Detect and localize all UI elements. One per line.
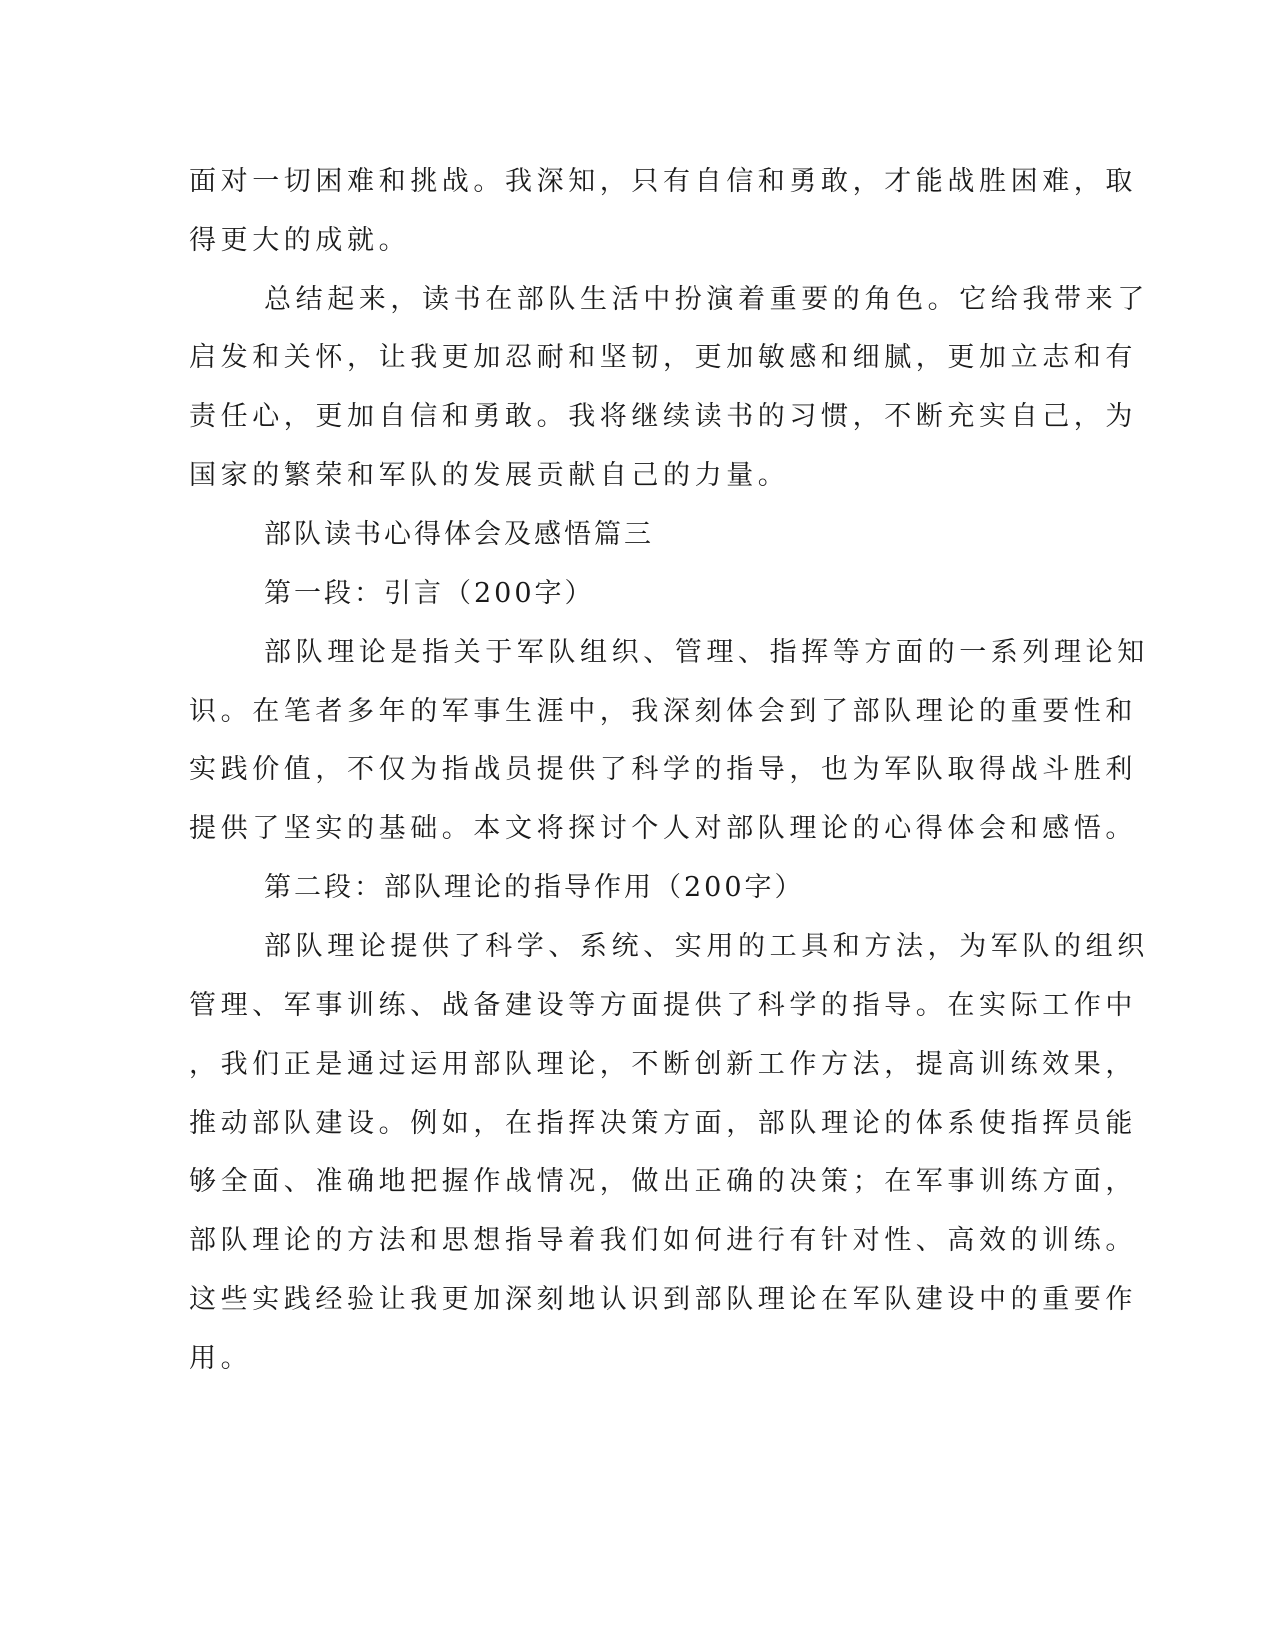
text-line: 够全面、准确地把握作战情况，做出正确的决策；在军事训练方面，: [189, 1166, 1137, 1197]
text-line: 得更大的成就。: [189, 225, 411, 256]
text-line: 用。: [189, 1343, 253, 1374]
text-line: 实践价值，不仅为指战员提供了科学的指导，也为军队取得战斗胜利: [189, 754, 1137, 785]
section-title: 部队读书心得体会及感悟篇三: [264, 519, 654, 550]
paragraph-start-line: 部队理论是指关于军队组织、管理、指挥等方面的一系列理论知: [264, 637, 1149, 668]
text-line: 面对一切困难和挑战。我深知，只有自信和勇敢，才能战胜困难，取: [189, 166, 1137, 197]
text-line: ，我们正是通过运用部队理论，不断创新工作方法，提高训练效果，: [189, 1049, 1137, 1080]
section-heading: 第二段：部队理论的指导作用（200字）: [264, 872, 805, 903]
text-line: 提供了坚实的基础。本文将探讨个人对部队理论的心得体会和感悟。: [189, 813, 1137, 844]
text-line: 这些实践经验让我更加深刻地认识到部队理论在军队建设中的重要作: [189, 1284, 1137, 1315]
text-line: 部队理论的方法和思想指导着我们如何进行有针对性、高效的训练。: [189, 1225, 1137, 1256]
paragraph-start-line: 部队理论提供了科学、系统、实用的工具和方法，为军队的组织: [264, 931, 1149, 962]
text-line: 推动部队建设。例如，在指挥决策方面，部队理论的体系使指挥员能: [189, 1108, 1137, 1139]
section-heading: 第一段：引言（200字）: [264, 578, 595, 609]
paragraph-start-line: 总结起来，读书在部队生活中扮演着重要的角色。它给我带来了: [264, 284, 1149, 315]
text-line: 识。在笔者多年的军事生涯中，我深刻体会到了部队理论的重要性和: [189, 696, 1137, 727]
text-line: 管理、军事训练、战备建设等方面提供了科学的指导。在实际工作中: [189, 990, 1137, 1021]
text-line: 启发和关怀，让我更加忍耐和坚韧，更加敏感和细腻，更加立志和有: [189, 342, 1137, 373]
text-line: 国家的繁荣和军队的发展贡献自己的力量。: [189, 460, 790, 491]
text-line: 责任心，更加自信和勇敢。我将继续读书的习惯，不断充实自己，为: [189, 401, 1137, 432]
